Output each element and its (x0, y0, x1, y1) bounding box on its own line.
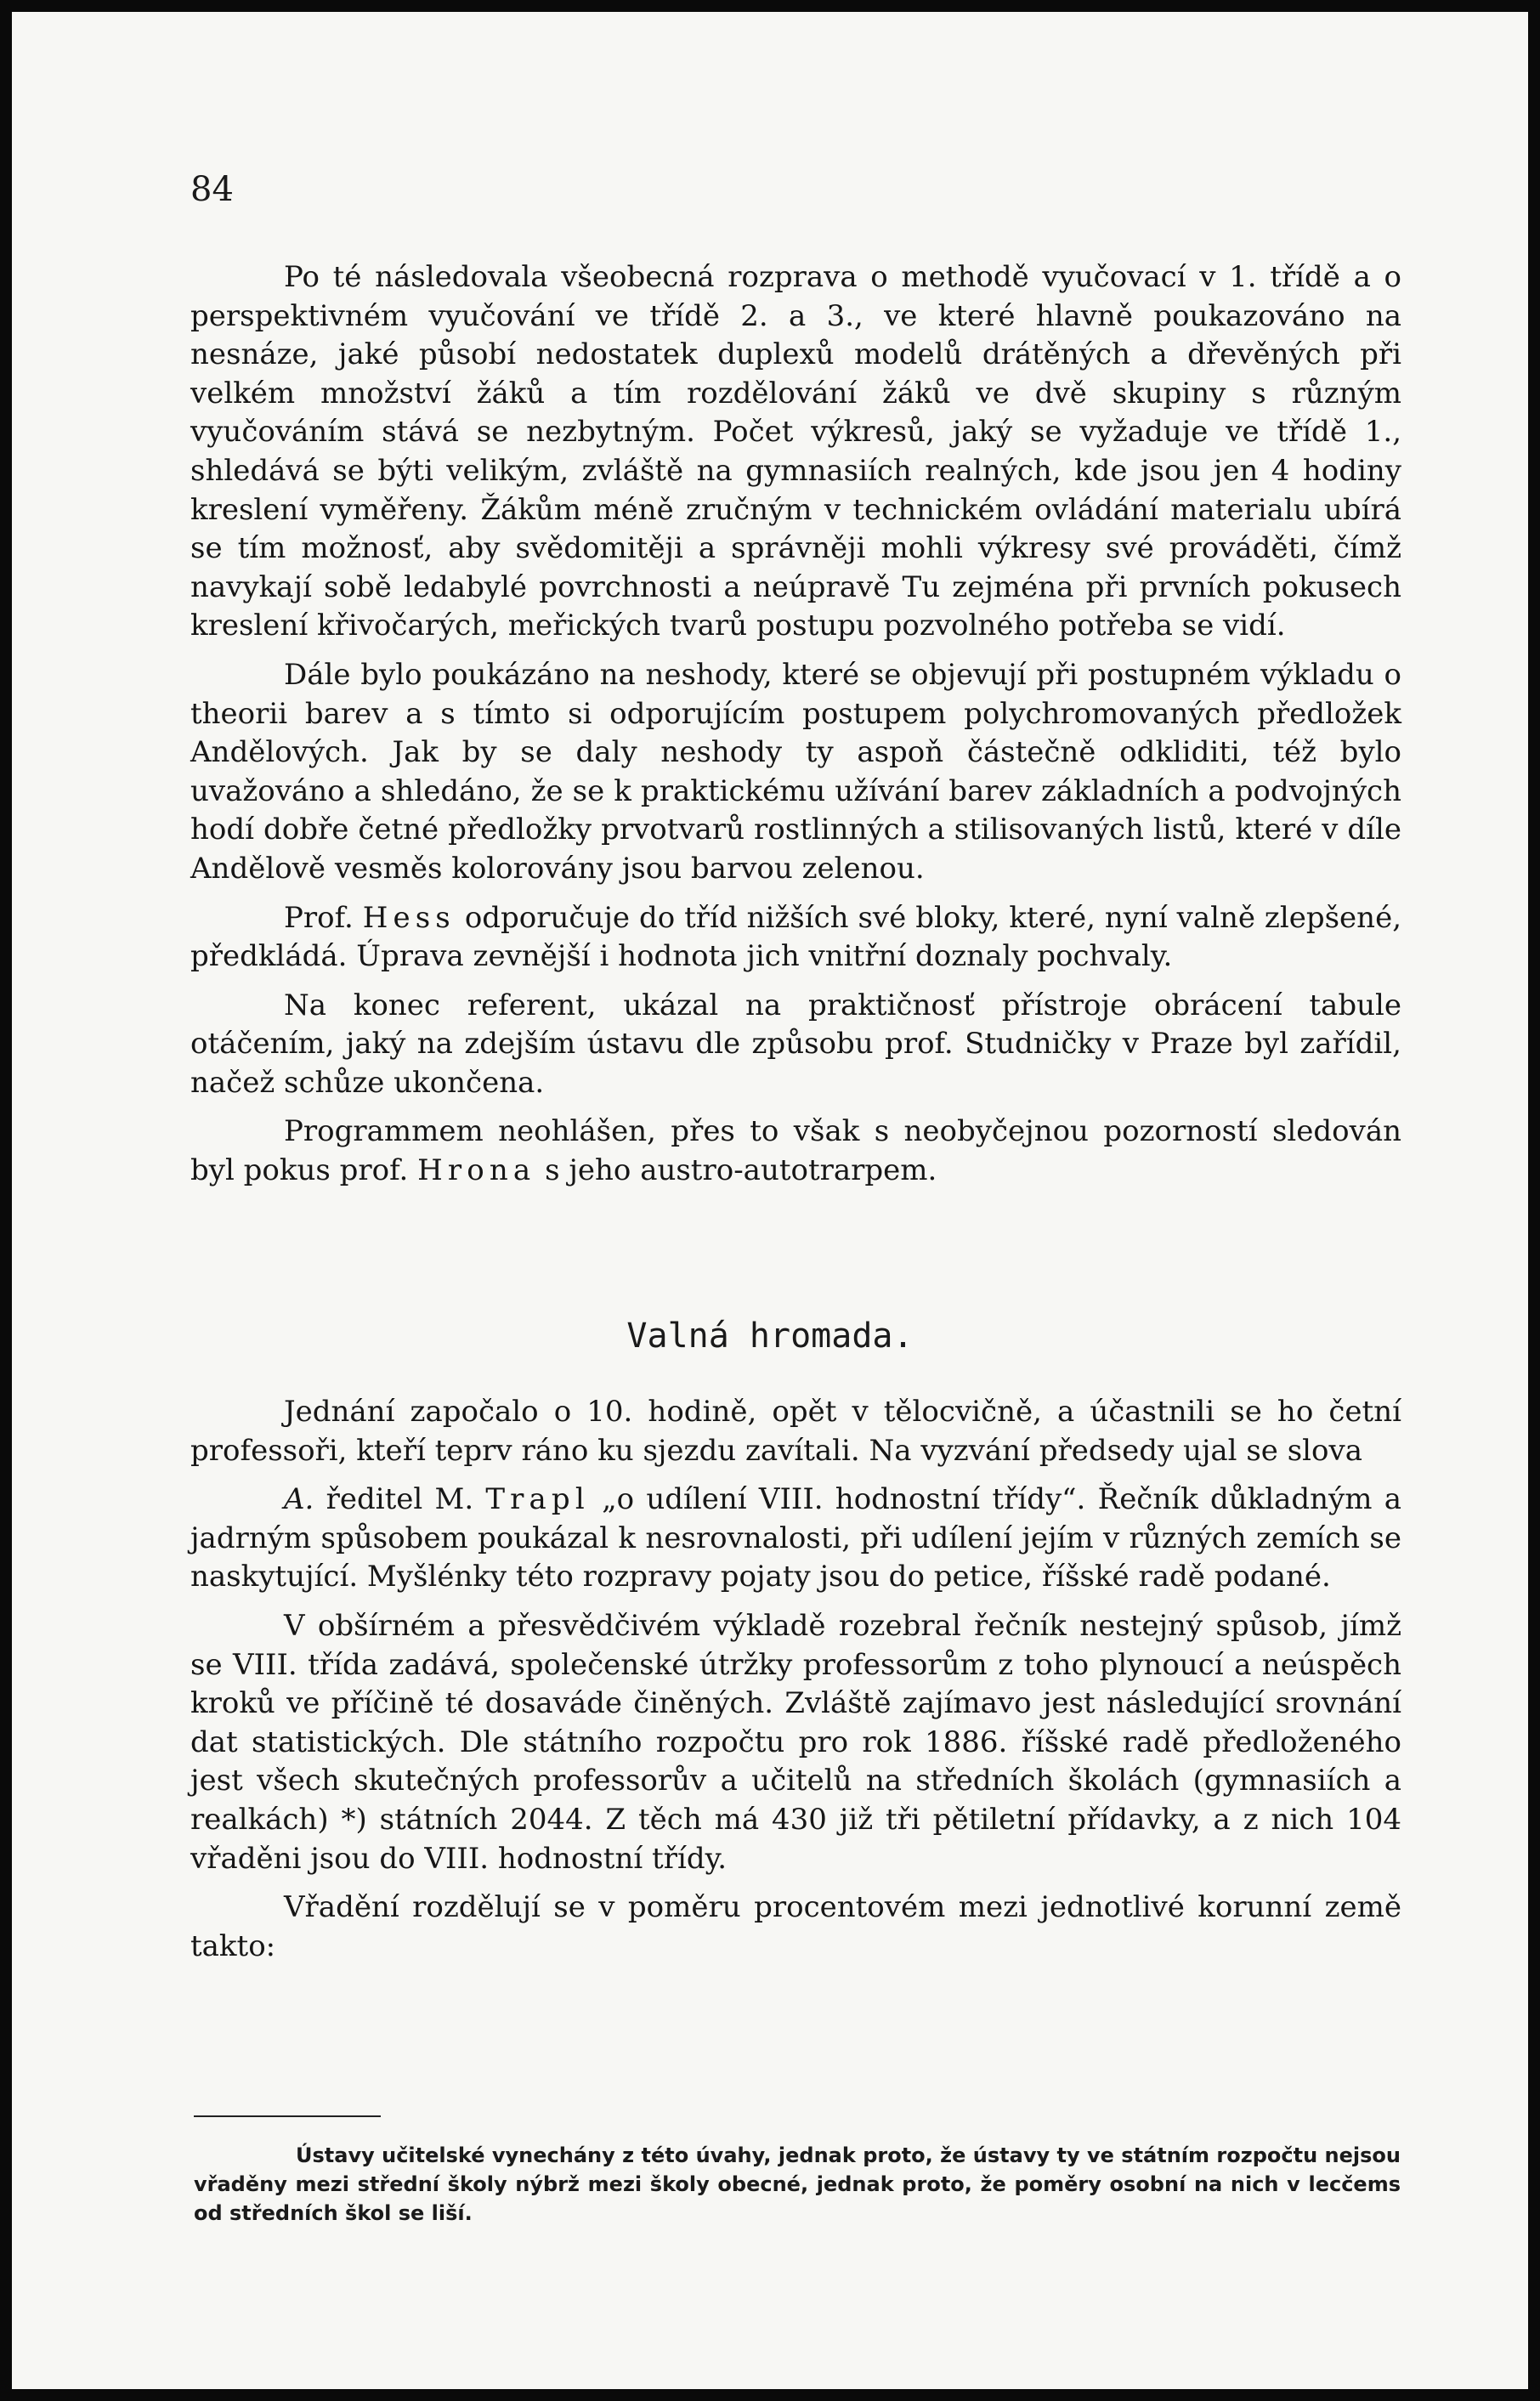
hron-after: s jeho austro-autotrarpem. (545, 1153, 937, 1188)
hess-name: Hess (362, 900, 456, 935)
paragraph-trapl (190, 1481, 1401, 1597)
section-discussion (190, 258, 1401, 1201)
section-heading: Valná hromada. (626, 1317, 914, 1356)
section-general-assembly (190, 1393, 1401, 1976)
page-number: 84 (190, 170, 234, 209)
paragraph-hron (190, 1113, 1401, 1190)
hron-name: Hrona (417, 1153, 536, 1188)
footnote: Ústavy učitelské vynechány z této úvahy, jednak proto, že ústavy ty ve státním rozpočtu nejsou vřaděny mezi střední školy nýbrž mezi školy obecné, jednak proto, že poměry osobní na nich v lecčems od středních škol se liší. (194, 2143, 1401, 2225)
paragraph-color-theory: Dále bylo poukázáno na neshody, které se objevují při postupném výkladu o theorii barev a s tímto si odporujícím postupem polychromovaných předložek Andělových. Jak by se daly neshody ty aspoň částečně odkliditi, též bylo uvažováno a shledáno, že se k praktickému užívání barev základních a podvojných hodí dobře četné předložky prvotvarů rostlinných a stilisovaných listů, které v díle Andělově vesměs kolorovány jsou barvou zelenou. (190, 657, 1401, 886)
paragraph-intro: Jednání započalo o 10. hodině, opět v tělocvičně, a účastnili se ho četní professoři, kteří teprv ráno ku sjezdu zavítali. Na vyzvání předsedy ujal se slova (190, 1395, 1401, 1468)
hess-after: odporučuje do tříd nižších své bloky, které, nyní valně zlepšené, předkládá. Úprava zevnější i hodnota jich vnitřní doznaly pochvaly. (190, 900, 1401, 974)
paragraph-statistics: V obšírném a přesvědčivém výkladě rozebral řečník nestejný spůsob, jímž se VIII. třída zadává, společenské útržky professorům z toho plynoucí a neúspěch kroků ve příčině té dosaváde činěných. Zvláště zajímavo jest následující srovnání dat statistických. Dle státního rozpočtu pro rok 1886. říšské radě předloženého jest všech skutečných professorův a učitelů na středních školách (gymnasiích a realkách) *) státních 2044. Z těch má 430 již tři pětiletní přídavky, a z nich 104 vřaděni jsou do VIII. hodnostní třídy. (190, 1608, 1401, 1876)
trapl-name: Trapl (485, 1482, 590, 1517)
document-page (12, 12, 1528, 2389)
footnote-divider (194, 2115, 381, 2117)
trapl-letter: A. (284, 1482, 314, 1517)
hess-before: Prof. (284, 900, 354, 935)
paragraph-hess (190, 899, 1401, 977)
paragraph-methodology: Po té následovala všeobecná rozprava o methodě vyučovací v 1. třídě a o perspektivném vyučování ve třídě 2. a 3., ve které hlavně poukazováno na nesnáze, jaké působí nedostatek duplexů modelů drátěných a dřevěných při velkém množství žáků a tím rozdělování žáků ve dvě skupiny s různým vyučováním stává se nezbytným. Počet výkresů, jaký se vyžaduje ve třídě 1., shledává se býti velikým, zvláště na gymnasiích realných, kde jsou jen 4 hodiny kreslení vyměřeny. Žákům méně zručným v technickém ovládání materialu ubírá se tím možnosť, aby svědomitěji a správněji mohli výkresy své prováděti, čímž navykají sobě ledabylé povrchnosti a neúpravě Tu zejména při prvních pokusech kreslení křivočarých, meřických tvarů postupu pozvolného potřeba se vidí. (190, 260, 1401, 643)
paragraph-referent: Na konec referent, ukázal na praktičnosť přístroje obrácení tabule otáčením, jaký na zdejším ústavu dle způsobu prof. Studničky v Praze byl zařídil, načež schůze ukončena. (190, 988, 1401, 1100)
hron-before: Programmem neohlášen, přes to však s neobyčejnou pozorností sledován byl pokus prof. (190, 1114, 1401, 1188)
paragraph-distribution: Vřadění rozdělují se v poměru procentovém mezi jednotlivé korunní země takto: (190, 1890, 1401, 1963)
trapl-after: „o udílení VIII. hodnostní třídy“. Řečník důkladným a jadrným spůsobem poukázal k nesrovnalosti, při udílení jejím v různých zemích se naskytující. Myšlénky této rozpravy pojaty jsou do petice, říšské radě podané. (190, 1482, 1401, 1594)
trapl-before: ředitel M. (326, 1482, 474, 1517)
